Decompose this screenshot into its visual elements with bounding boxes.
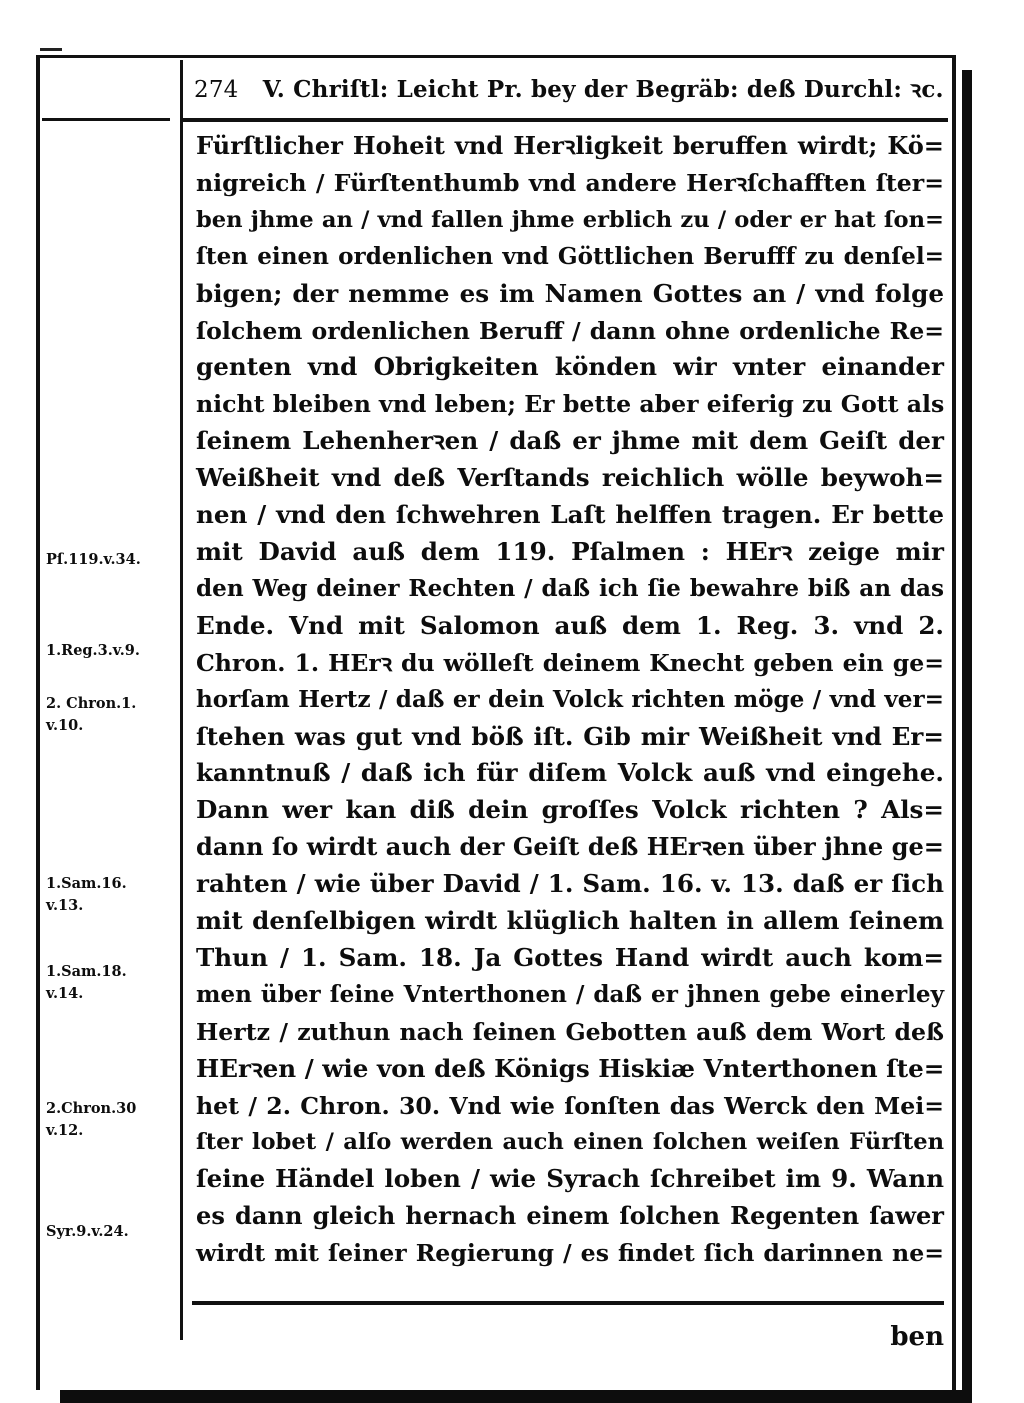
- text-line: ſolchem ordenlichen Beruff / dann ohne ordenliche Re=: [196, 316, 944, 345]
- margin-note-syrach: [46, 1221, 178, 1243]
- margin-note-text: 2. Chron.1.: [46, 695, 137, 712]
- text-line: Hertz / zuthun nach ſeinen Gebotten auß dem Wort deß: [196, 1017, 944, 1046]
- header-rule: [180, 118, 948, 122]
- catchword: ben: [890, 1322, 944, 1352]
- text-line: genten vnd Obrigkeiten könden wir vnter einander: [196, 352, 944, 382]
- page-number: 274: [194, 77, 239, 103]
- text-line: Fürſtlicher Hoheit vnd Herꝛligkeit beruffen wirdt; Kö=: [196, 131, 944, 160]
- margin-note-text: 1.Sam.16.: [46, 875, 127, 892]
- text-line: dann ſo wirdt auch der Geiſt deß HErꝛen über jhne ge=: [196, 832, 944, 862]
- margin-note-chron-1: [46, 693, 178, 737]
- margin-note-psalm: [46, 549, 178, 571]
- text-line: Dann wer kan diß dein groſſes Volck richten ? Als=: [196, 795, 944, 825]
- margin-column-rule: [180, 60, 183, 1340]
- running-title: V. Chriſtl: Leicht Pr. bey der Begräb: deß Durchl: ꝛc.: [262, 76, 944, 103]
- footer-rule: [192, 1301, 944, 1305]
- margin-header-rule: [42, 118, 170, 121]
- margin-note-text: 2.Chron.30: [46, 1100, 137, 1117]
- text-line: het / 2. Chron. 30. Vnd wie ſonſten das Werck den Mei=: [196, 1091, 944, 1120]
- text-line: Weißheit vnd deß Verſtands reichlich wölle beywoh=: [196, 463, 944, 493]
- text-line: wirdt mit ſeiner Regierung / es findet ſich darinnen ne=: [196, 1239, 944, 1268]
- text-line: ſter lobet / alſo werden auch einen ſolchen weiſen Fürſten: [196, 1129, 944, 1156]
- running-header: [194, 70, 944, 110]
- text-line: ſten einen ordenlichen vnd Göttlichen Berufff zu denſel=: [196, 242, 944, 270]
- margin-note-text: 1.Sam.18.: [46, 963, 127, 980]
- margin-note-sam-16: [46, 873, 178, 917]
- text-line: kanntnuß / daß ich für diſem Volck auß vnd eingehe.: [196, 758, 944, 788]
- margin-note-text: v.13.: [46, 897, 84, 914]
- page-edge-shadow: [60, 1390, 972, 1403]
- text-line: es dann gleich hernach einem ſolchen Regenten ſawer: [196, 1201, 944, 1231]
- text-line: ſeinem Lehenherꝛen / daß er jhme mit dem Geiſt der: [196, 426, 944, 456]
- main-text-block: [196, 128, 944, 1272]
- text-line: ſeine Händel loben / wie Syrach ſchreibet im 9. Wann: [196, 1164, 944, 1194]
- text-line: nen / vnd den ſchwehren Laſt helffen tragen. Er bette: [196, 500, 944, 530]
- margin-note-text: v.14.: [46, 985, 84, 1002]
- margin-note-text: 1.Reg.3.v.9.: [46, 642, 140, 659]
- margin-note-text: Pſ.119.v.34.: [46, 551, 141, 568]
- text-line: Thun / 1. Sam. 18. Ja Gottes Hand wirdt auch kom=: [196, 942, 944, 972]
- text-line: horſam Hertz / daß er dein Volck richten möge / vnd ver=: [196, 685, 944, 713]
- text-line: bigen; der nemme es im Namen Gottes an / vnd folge: [196, 278, 944, 308]
- text-line: HErꝛen / wie von deß Königs Hiskiæ Vnterthonen ſte=: [196, 1053, 945, 1083]
- text-line: nicht bleiben vnd leben; Er bette aber eiferig zu Gott als: [196, 390, 945, 419]
- text-line: den Weg deiner Rechten / daß ich ſie bewahre biß an das: [196, 574, 944, 602]
- margin-note-chron-30: [46, 1098, 178, 1142]
- page-edge-shadow: [962, 70, 972, 1403]
- text-line: Ende. Vnd mit Salomon auß dem 1. Reg. 3. vnd 2.: [196, 610, 944, 640]
- text-line: ſtehen was gut vnd böß iſt. Gib mir Weißheit vnd Er=: [196, 721, 944, 751]
- text-line: nigreich / Fürſtenthumb vnd andere Herꝛſchafften ſter=: [196, 168, 944, 197]
- margin-note-sam-18: [46, 961, 178, 1005]
- margin-note-text: v.10.: [46, 717, 84, 734]
- text-line: mit David auß dem 119. Pſalmen : HErꝛ zeige mir: [196, 536, 944, 566]
- text-line: men über ſeine Vnterthonen / daß er jhnen gebe einerley: [196, 980, 944, 1008]
- margin-note-text: v.12.: [46, 1122, 84, 1139]
- margin-note-text: Syr.9.v.24.: [46, 1223, 129, 1240]
- text-line: rahten / wie über David / 1. Sam. 16. v. 13. daß er ſich: [196, 869, 944, 899]
- corner-mark: [40, 48, 62, 51]
- text-line: Chron. 1. HErꝛ du wölleſt deinem Knecht geben ein ge=: [196, 648, 944, 677]
- text-line: ben jhme an / vnd fallen jhme erblich zu / oder er hat ſon=: [196, 206, 944, 233]
- text-line: mit denſelbigen wirdt klüglich halten in allem ſeinem: [196, 906, 944, 936]
- margin-note-reg: [46, 640, 178, 662]
